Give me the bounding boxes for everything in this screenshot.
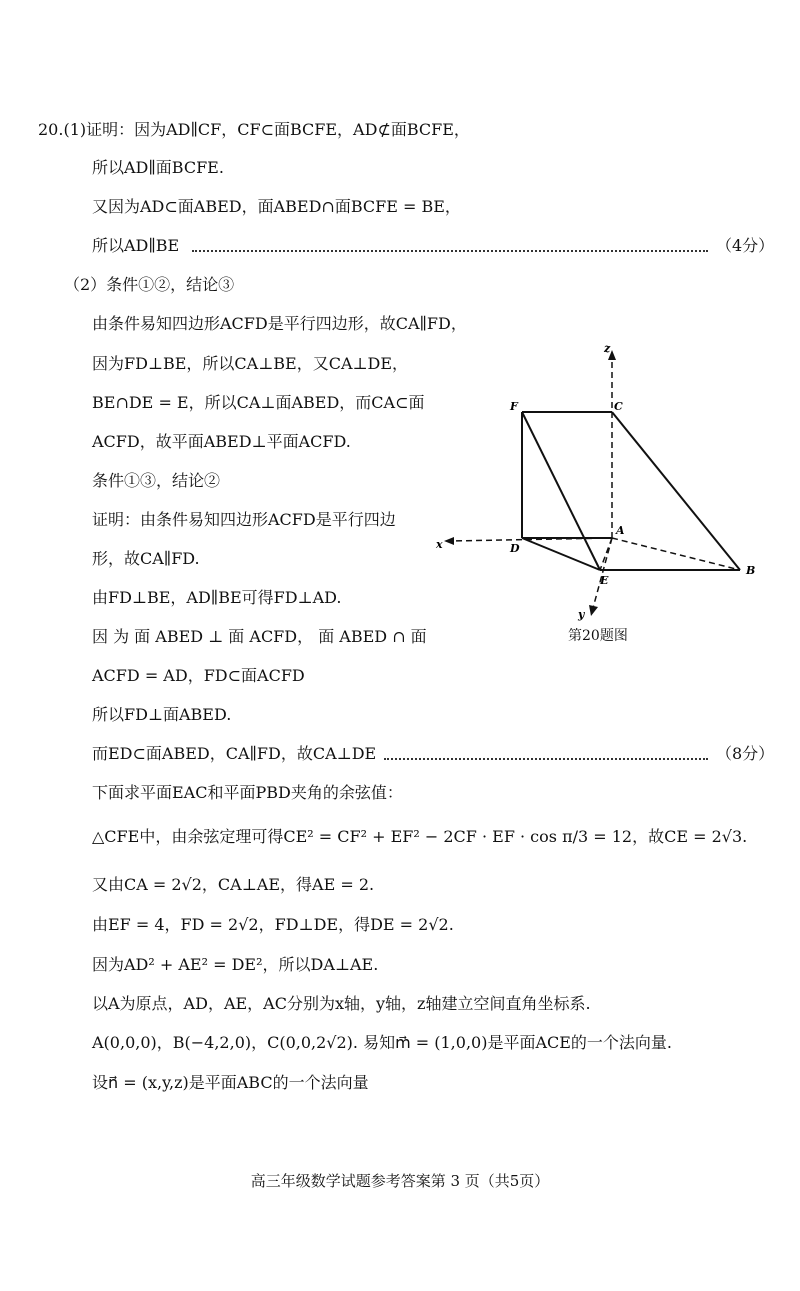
edge-AE: [600, 538, 612, 570]
label-E: E: [600, 574, 609, 587]
line-coordinate-system: 以A为原点，AD，AE，AC分别为x轴，y轴，z轴建立空间直角坐标系.: [92, 994, 591, 1013]
line-proof-start: 证明：由条件易知四边形ACFD是平行四边: [92, 510, 396, 529]
line-perpendicular-2: BE∩DE = E，所以CA⊥面ABED，而CA⊂面: [92, 393, 425, 412]
line-fd-perp-ad: 由FD⊥BE，AD∥BE可得FD⊥AD.: [92, 588, 342, 607]
edge-CB: [612, 412, 740, 570]
label-D: D: [510, 542, 520, 555]
label-y: y: [578, 608, 585, 621]
line-ca-perp-de: 而ED⊂面ABED，CA∥FD，故CA⊥DE: [92, 744, 377, 763]
page-footer: 高三年级数学试题参考答案第 3 页（共5页）: [250, 1172, 550, 1190]
y-arrow-icon: [589, 605, 598, 616]
y-axis: [593, 538, 612, 608]
label-F: F: [510, 400, 518, 413]
line-20-1-proof: 20.(1)证明：因为AD∥CF，CF⊂面BCFE，AD⊄面BCFE，: [38, 120, 470, 139]
line-plane-perp: ACFD，故平面ABED⊥平面ACFD.: [92, 432, 351, 451]
line-condition-13: 条件①③，结论②: [92, 471, 221, 490]
line-de: 由EF = 4，FD = 2√2，FD⊥DE，得DE = 2√2.: [92, 915, 454, 934]
score-8: （8分）: [716, 744, 775, 763]
line-coordinates: A(0,0,0)，B(−4,2,0)，C(0,0,2√2). 易知m⃗ = (1,0,0)是平面ACE的一个法向量.: [92, 1033, 673, 1052]
score-4: （4分）: [716, 236, 775, 255]
line-law-of-cosines: △CFE中，由余弦定理可得CE² = CF² + EF² − 2CF · EF · cos π/3 = 12，故CE = 2√3.: [92, 827, 748, 846]
leader-dots-2: [384, 758, 708, 760]
line-perpendicular-1: 因为FD⊥BE，所以CA⊥BE，又CA⊥DE，: [92, 354, 409, 373]
label-z: z: [604, 342, 611, 355]
line-ca-parallel-fd: 形，故CA∥FD.: [92, 549, 200, 568]
edge-DE: [522, 538, 600, 570]
leader-dots-1: [192, 250, 708, 252]
line-part2-heading: （2）条件①②，结论③: [64, 275, 235, 294]
line-ae: 又由CA = 2√2，CA⊥AE，得AE = 2.: [92, 875, 375, 894]
line-fd-perp-plane: 所以FD⊥面ABED.: [92, 705, 232, 724]
figure-caption: 第20题图: [568, 628, 628, 644]
figure-svg: [428, 338, 778, 638]
line-ad-parallel-plane: 所以AD∥面BCFE.: [92, 158, 224, 177]
edge-AB: [612, 538, 740, 570]
x-arrow-icon: [444, 537, 454, 545]
line-da-perp-ae: 因为AD² + AE² = DE²，所以DA⊥AE.: [92, 955, 379, 974]
line-intersection: 又因为AD⊂面ABED，面ABED∩面BCFE = BE，: [92, 197, 461, 216]
line-planes-perp: 因 为 面 ABED ⊥ 面 ACFD， 面 ABED ∩ 面: [92, 627, 427, 646]
edge-FE: [522, 412, 600, 570]
label-B: B: [746, 564, 756, 577]
line-parallelogram: 由条件易知四边形ACFD是平行四边形，故CA∥FD，: [92, 314, 467, 333]
line-acfd-ad: ACFD = AD，FD⊂面ACFD: [92, 666, 305, 685]
geometry-figure: [428, 338, 778, 638]
label-x: x: [436, 538, 443, 551]
label-C: C: [614, 400, 623, 413]
line-cosine-heading: 下面求平面EAC和平面PBD夹角的余弦值：: [92, 783, 403, 802]
line-normal-vector: 设n⃗ = (x,y,z)是平面ABC的一个法向量: [92, 1073, 369, 1092]
label-A: A: [616, 524, 625, 537]
line-ad-parallel-be: 所以AD∥BE: [92, 236, 180, 255]
